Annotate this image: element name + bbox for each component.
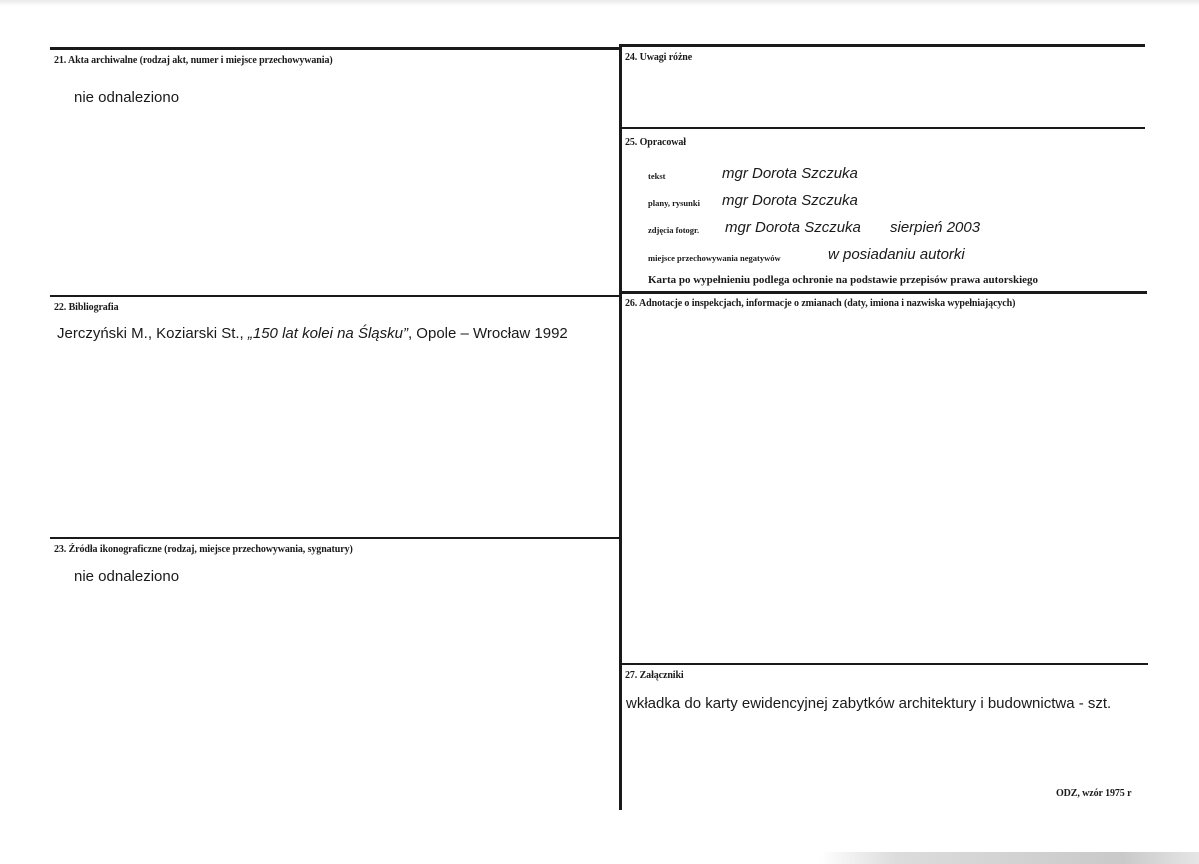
bibliography-title: „150 lat kolei na Śląsku” xyxy=(247,325,408,342)
section-27-value: wkładka do karty ewidencyjnej zabytków architektury i budownictwa - szt. xyxy=(626,695,1112,712)
text-author-value: mgr Dorota Szczuka xyxy=(722,165,858,182)
rule-s27-top xyxy=(621,663,1148,665)
section-21-value: nie odnaleziono xyxy=(74,89,180,106)
rule-s25-top xyxy=(621,127,1145,129)
rule-s22-top xyxy=(50,295,621,297)
negatives-location-value: w posiadaniu autorki xyxy=(828,246,965,263)
section-25-header: 25. Opracował xyxy=(625,137,686,148)
bibliography-place-year: , Opole – Wrocław 1992 xyxy=(407,325,568,342)
section-22-header: 22. Bibliografia xyxy=(54,302,119,313)
plans-author-label: plany, rysunki xyxy=(648,198,700,208)
scan-edge-bottom xyxy=(820,852,1199,864)
plans-author-value: mgr Dorota Szczuka xyxy=(722,192,858,209)
bibliography-authors: Jerczyński M., Koziarski St., xyxy=(57,325,248,342)
section-23-value: nie odnaleziono xyxy=(74,568,180,585)
photos-author-value: mgr Dorota Szczuka xyxy=(725,219,861,236)
section-27-header: 27. Załączniki xyxy=(625,670,684,681)
rule-divider-vertical xyxy=(619,44,622,810)
negatives-location-label: miejsce przechowywania negatywów xyxy=(648,253,781,263)
copyright-note: Karta po wypełnieniu podlega ochronie na podstawie przepisów prawa autorskiego xyxy=(648,274,1039,286)
bibliography-entry xyxy=(57,325,568,342)
section-24-header: 24. Uwagi różne xyxy=(625,52,693,63)
photos-author-label: zdjęcia fotogr. xyxy=(648,225,700,235)
section-23-header: 23. Źródła ikonograficzne (rodzaj, miejsce przechowywania, sygnatury) xyxy=(54,544,353,555)
rule-top-right xyxy=(621,44,1145,47)
scan-edge-top xyxy=(0,0,1199,6)
text-author-label: tekst xyxy=(648,171,666,181)
photos-date: sierpień 2003 xyxy=(890,219,981,236)
rule-s23-top xyxy=(50,537,621,539)
rule-top-left xyxy=(50,47,621,50)
section-26-header: 26. Adnotacje o inspekcjach, informacje o zmianach (daty, imiona i nazwiska wypełniających) xyxy=(625,298,1016,309)
form-template-note: ODZ, wzór 1975 r xyxy=(1056,788,1132,799)
section-21-header: 21. Akta archiwalne (rodzaj akt, numer i miejsce przechowywania) xyxy=(54,55,333,66)
rule-s26-top xyxy=(621,291,1147,294)
